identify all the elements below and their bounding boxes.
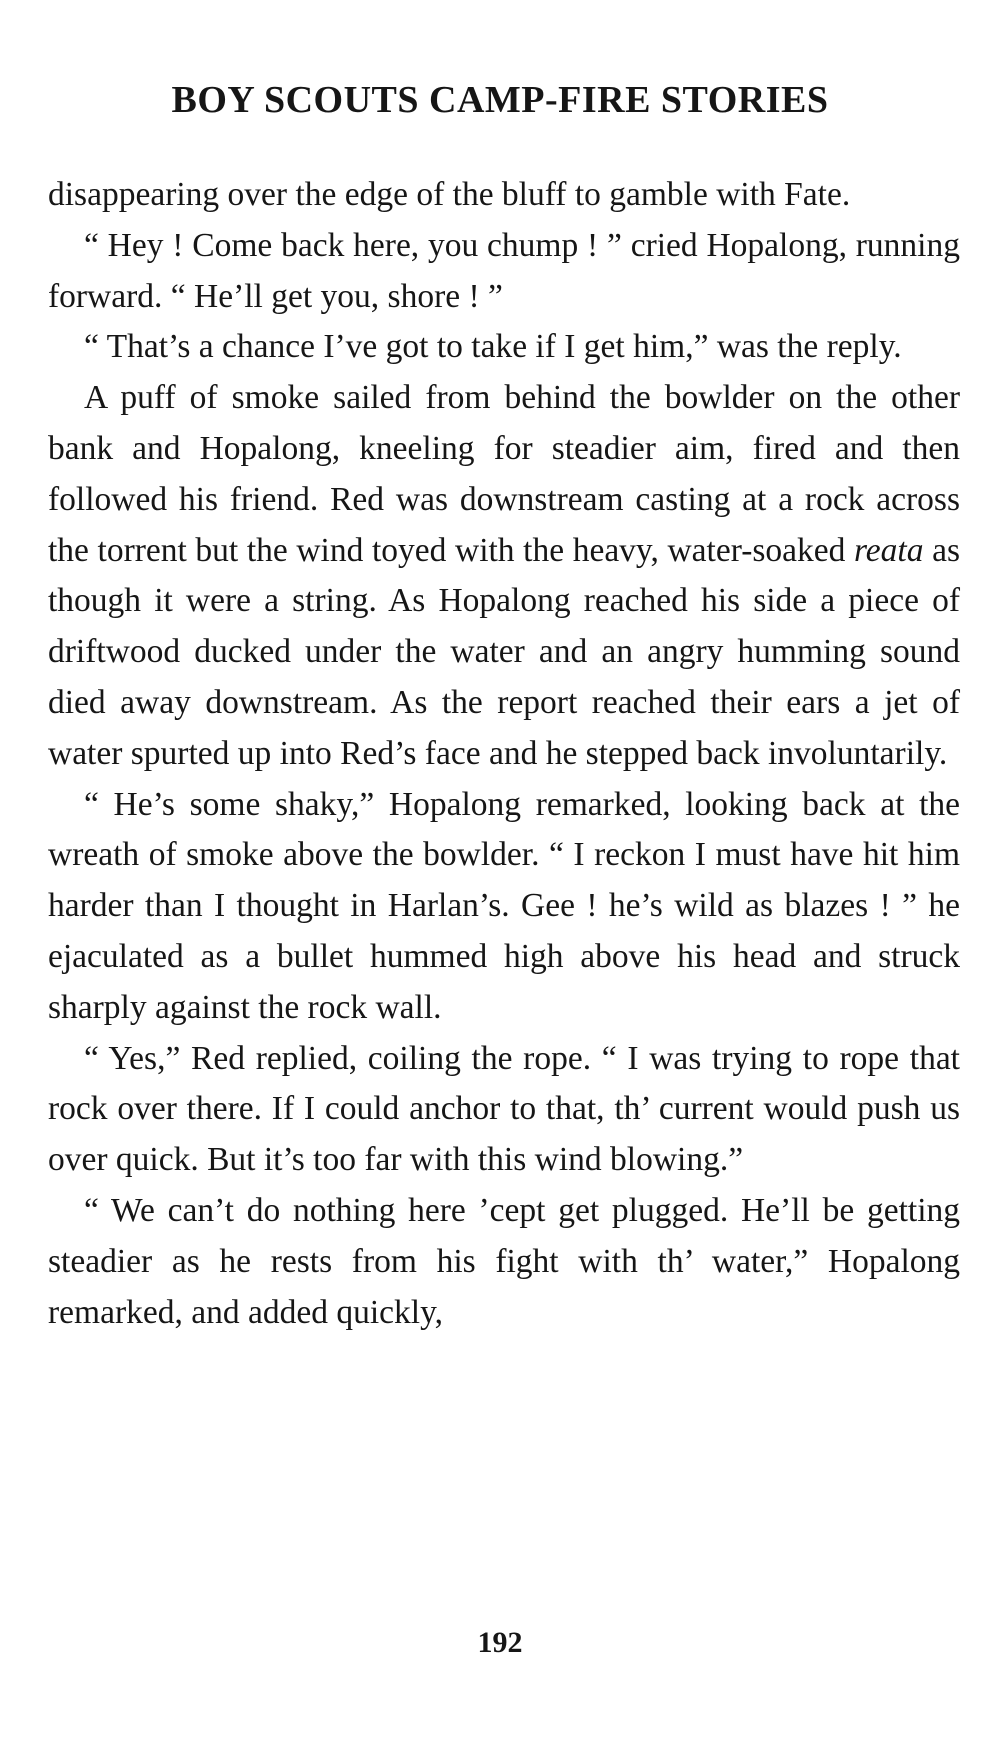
page-number: 192 xyxy=(477,1626,523,1659)
paragraph-continued: disappearing over the edge of the bluff to gamble with Fate. xyxy=(48,176,851,213)
paragraph: “ Yes,” Red replied, coiling the rope. “ I was trying to rope that rock over there. If I could anchor to that, th’ current would push us over quick. But it’s too far with this wind blowing.” xyxy=(48,1039,960,1179)
running-head: BOY SCOUTS CAMP-FIRE STORIES xyxy=(171,79,829,121)
paragraph: “ Hey ! Come back here, you chump ! ” cried Hopalong, running forward. “ He’ll get you, shore ! ” xyxy=(48,226,960,315)
paragraph-text: A puff of smoke sailed from behind the bowlder on the other bank and Hopalong, kneeling for steadier aim, fired and then followed his friend. Red was downstream casting at a rock across the torrent but the wind toyed with the heavy, water-soaked xyxy=(48,379,960,569)
paragraph: “ We can’t do nothing here ’cept get plugged. He’ll be getting steadier as he rests from his fight with th’ water,” Hopalong remarked, and added quickly, xyxy=(48,1191,960,1331)
paragraph: “ He’s some shaky,” Hopalong remarked, looking back at the wreath of smoke above the bowlder. “ I reckon I must have hit him harder than I thought in Harlan’s. Gee ! he’s wild as blazes ! ” he ejaculated as a bullet hummed high above his head and struck sharply against the rock wall. xyxy=(48,785,960,1026)
body-text xyxy=(48,170,960,1338)
paragraph xyxy=(48,373,960,779)
paragraph: “ That’s a chance I’ve got to take if I get him,” was the reply. xyxy=(84,328,902,366)
paragraph-text: as though it were a string. As Hopalong reached his side a piece of driftwood ducked under the water and an angry humming sound died away downstream. As the report reached their ears a jet of water spurted up into Red’s face and he stepped back involuntarily. xyxy=(48,531,960,772)
italic-word: reata xyxy=(854,531,924,569)
